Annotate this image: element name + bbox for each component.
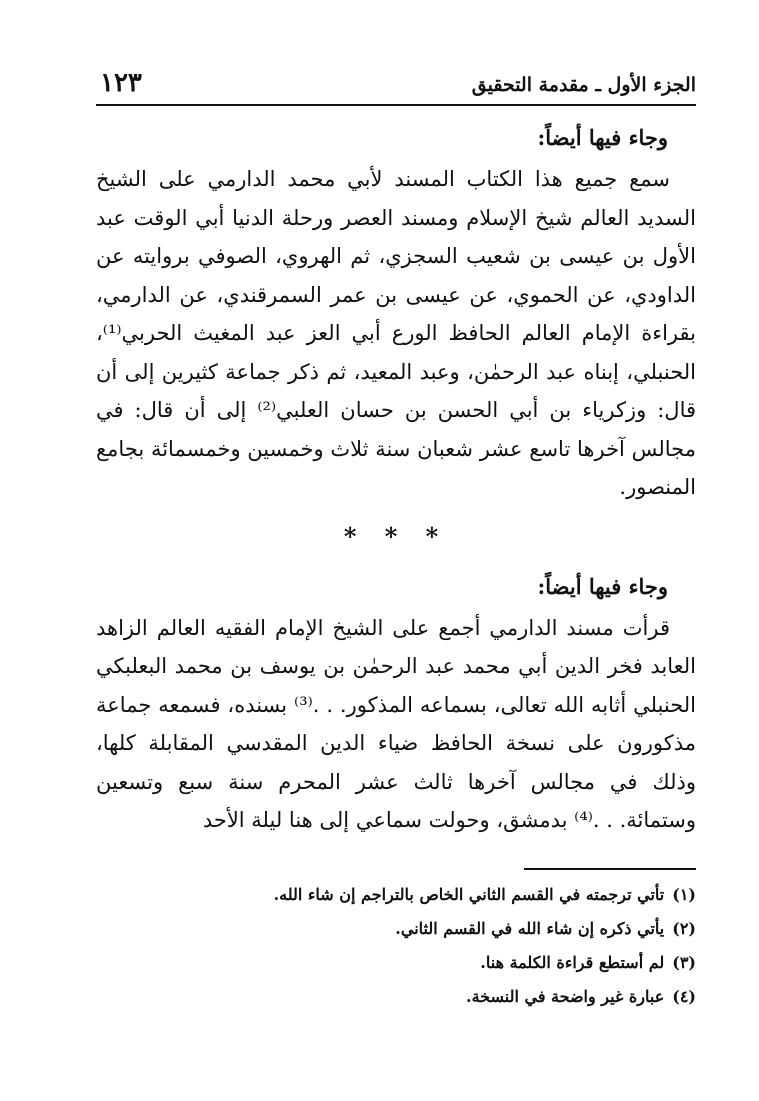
page-number: ١٢٣ (100, 68, 142, 98)
footnote-text: يأتي ذكره إن شاء الله في القسم الثاني. (395, 918, 665, 938)
section-2 (96, 571, 696, 840)
header-title: الجزء الأول ـ مقدمة التحقيق (471, 74, 696, 96)
section-heading: وجاء فيها أيضاً: (537, 125, 668, 150)
footnote-item (96, 912, 696, 946)
footnote-number: (٢) (672, 918, 696, 938)
section-separator: * * * (343, 521, 449, 551)
section-1 (96, 122, 696, 507)
body-paragraph: قرأت مسند الدارمي أجمع على الشيخ الإمام الفقيه العالم الزاهد العابد فخر الدين أبي محمد عبد الرحمٰن بن يوسف بن محمد البعلبكي الحنبلي أثابه الله تعالى، بسماعه المذكور. . .⁽³⁾ بسنده، فسمعه جماعة مذكورون على نسخة الحافظ ضياء الدين المقدسي المقابلة كلها، وذلك في مجالس آخرها ثالث عشر المحرم سنة سبع وتسعين وستمائة. . .⁽⁴⁾ بدمشق، وحولت سماعي إلى هنا ليلة الأحد (96, 615, 696, 832)
footnote-text: تأتي ترجمته في القسم الثاني الخاص بالتراجم إن شاء الله. (273, 884, 665, 904)
body-paragraph: سمع جميع هذا الكتاب المسند لأبي محمد الدارمي على الشيخ السديد العالم شيخ الإسلام ومسند العصر ورحلة الدنيا أبي الوقت عبد الأول بن عيسى بن شعيب السجزي، ثم الهروي، الصوفي بروايته عن الداودي، عن الحموي، عن عيسى بن عمر السمرقندي، عن الدارمي، بقراءة الإمام العالم الحافظ الورع أبي العز عبد المغيث الحربي⁽¹⁾، الحنبلي، إبناه عبد الرحمٰن، وعبد المعيد، ثم ذكر جماعة كثيرين إلى أن قال: وزكرياء بن أبي الحسن بن حسان العلبي⁽²⁾ إلى أن قال: في مجالس آخرها تاسع عشر شعبان سنة ثلاث وخمسين وخمسمائة بجامع المنصور. (96, 167, 697, 499)
footnote-item (96, 946, 696, 980)
footnote-number: (٤) (672, 986, 696, 1006)
footnote-item (96, 878, 696, 912)
footnote-text: عبارة غير واضحة في النسخة. (466, 986, 665, 1006)
footnote-rule (524, 868, 696, 870)
running-header (96, 64, 696, 106)
section-heading: وجاء فيها أيضاً: (537, 573, 668, 599)
footnote-text: لم أستطع قراءة الكلمة هنا. (480, 952, 665, 972)
footnote-number: (٣) (672, 952, 696, 972)
footnote-number: (١) (672, 884, 696, 904)
footnote-item (96, 980, 696, 1014)
book-page (96, 64, 696, 1034)
footnotes (96, 878, 696, 1014)
